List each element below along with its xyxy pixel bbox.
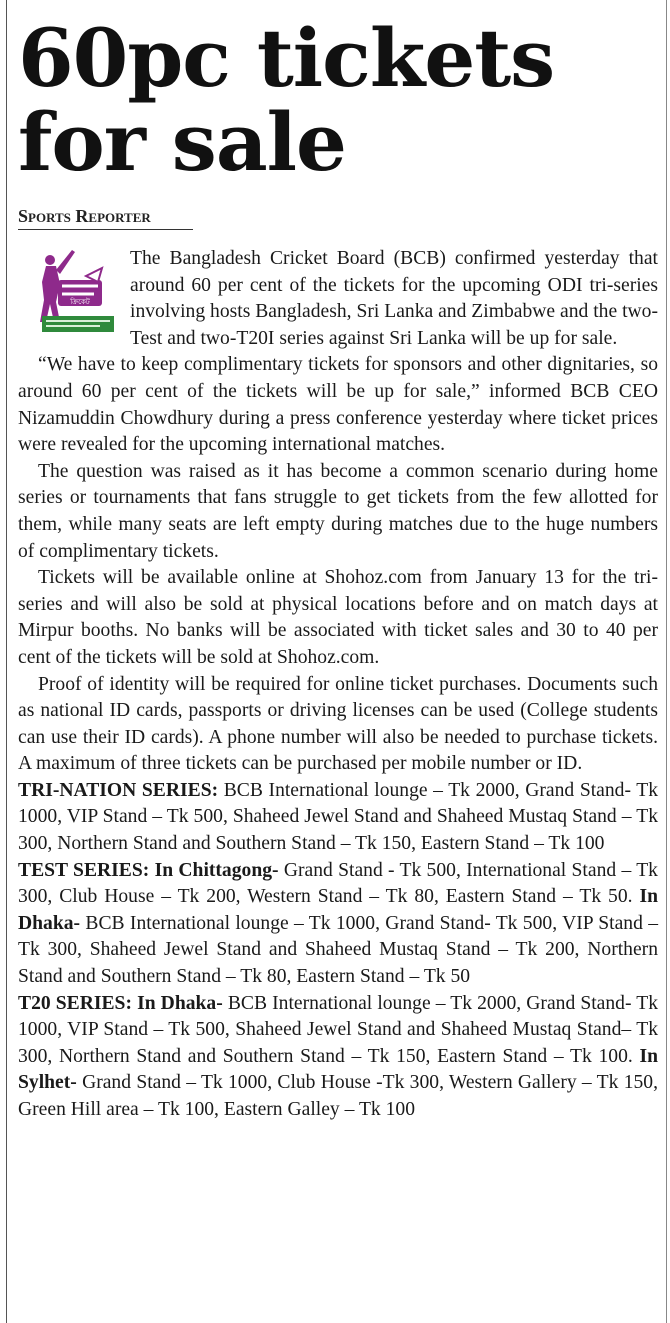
paragraph-1: The Bangladesh Cricket Board (BCB) confirmed yesterday that around 60 per cent of the tickets for the upcoming ODI tri-series involving hosts Bangladesh, Sri Lanka and Zimbabwe and the two-Test and two-T20I series against Sri Lanka will be up for sale. <box>130 248 658 349</box>
headline-line-2: for sale <box>18 95 346 189</box>
svg-text:ক্রিকেট: ক্রিকেট <box>70 298 90 306</box>
tri-nation-text: BCB International lounge – Tk 2000, Grand Stand- Tk 1000, VIP Stand – Tk 500, Shaheed Jewel Stand and Shaheed Mustaq Stand – Tk 300, Northern Stand and Southern Stand – Tk 150, Eastern Stand – Tk 100 <box>18 779 658 855</box>
paragraph-3: The question was raised as it has become a common scenario during home series or tournaments that fans struggle to get tickets from the few allotted for them, while many seats are left empty during matches due to the huge numbers of complimentary tickets. <box>18 460 658 562</box>
article-body <box>18 246 658 1124</box>
t20-sylhet-text: Grand Stand – Tk 1000, Club House -Tk 300, Western Gallery – Tk 150, Green Hill area – Tk 100, Eastern Galley – Tk 100 <box>18 1072 658 1120</box>
paragraph-5: Proof of identity will be required for online ticket purchases. Documents such as national ID cards, passports or driving licenses can be used (College students can use their ID cards). A phone number will also be needed to purchase tickets. A maximum of three tickets can be purchased per mobile number or ID. <box>18 673 658 775</box>
logo-space <box>18 246 130 350</box>
t20-sylhet-label: In Sylhet- <box>18 1045 659 1094</box>
headline <box>18 11 658 189</box>
column-rule-right <box>666 0 667 1323</box>
test-chittagong-text: Grand Stand - Tk 500, International Stand – Tk 300, Club House – Tk 200, Western Stand – Tk 80, Eastern Stand – Tk 50. <box>18 859 658 908</box>
test-dhaka-label: In Dhaka- <box>18 886 658 934</box>
byline: Sports Reporter <box>18 206 193 230</box>
column-rule-left <box>6 0 7 1323</box>
t20-series-label: T20 SERIES: <box>18 992 132 1014</box>
tri-nation-label: TRI-NATION SERIES: <box>18 779 219 801</box>
test-chittagong-label: In Chittagong- <box>149 859 279 881</box>
test-series-prices <box>18 858 658 991</box>
test-dhaka-text: BCB International lounge – Tk 1000, Grand Stand- Tk 500, VIP Stand – Tk 300, Shaheed Jewel Stand and Shaheed Mustaq Stand – Tk 200, Northern Stand and Southern Stand – Tk 80, Eastern Stand – Tk 50 <box>18 912 658 988</box>
headline-line-1: 60pc tickets <box>18 11 555 105</box>
paragraph-4: Tickets will be available online at Shohoz.com from January 13 for the tri-series and will also be sold at physical locations before and on match days at Mirpur booths. No banks will be associated with ticket sales and 30 to 40 per cent of the tickets will be sold at Shohoz.com. <box>18 567 658 668</box>
t20-dhaka-label: In Dhaka- <box>131 992 223 1014</box>
test-series-label: TEST SERIES: <box>18 859 150 881</box>
t20-series-prices <box>18 991 658 1124</box>
tri-nation-prices <box>18 778 658 858</box>
t20-dhaka-text: BCB International lounge – Tk 2000, Grand Stand- Tk 1000, VIP Stand – Tk 500, Shaheed Jewel Stand and Shaheed Mustaq Stand– Tk 300, Northern Stand and Southern Stand – Tk 150, Eastern Stand – Tk 100. <box>18 992 658 1067</box>
paragraph-2: “We have to keep complimentary tickets for sponsors and other dignitaries, so around 60 per cent of the tickets will be up for sale,” informed BCB CEO Nizamuddin Chowdhury during a press conference yesterday where ticket prices were revealed for the upcoming international matches. <box>18 354 658 456</box>
